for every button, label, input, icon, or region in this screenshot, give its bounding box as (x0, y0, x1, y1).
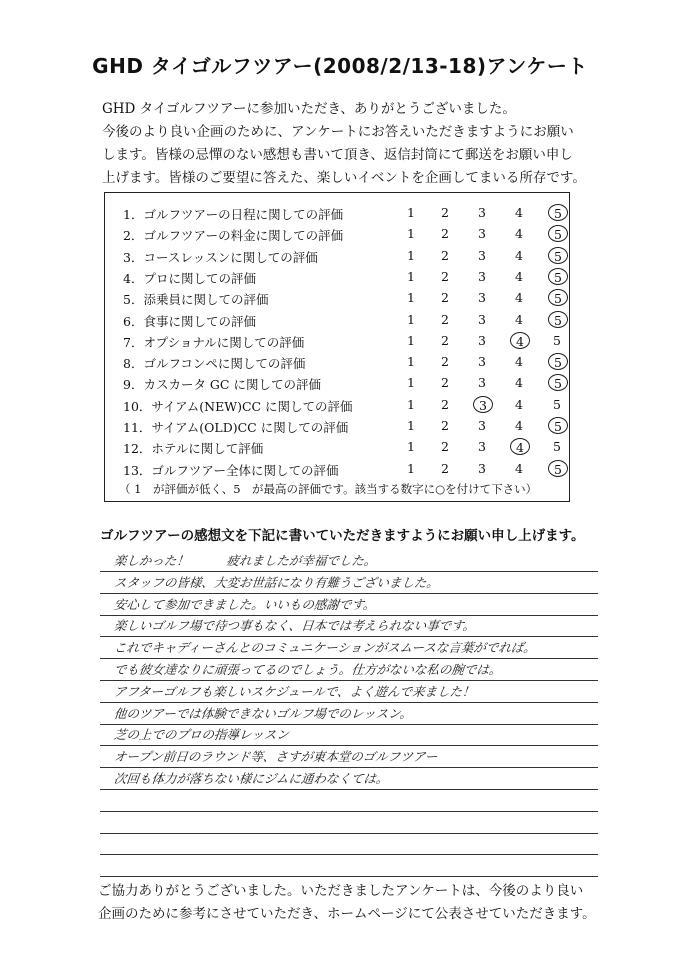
intro-text (102, 98, 622, 190)
handwritten-comment: スタッフの皆様、大変お世話になり有難うございました。 (113, 574, 440, 590)
rating-option[interactable]: 3 (478, 226, 486, 242)
rating-option[interactable]: 1 (407, 354, 415, 370)
intro-line: 今後のより良い企画のために、アンケートにお答えいただきますようにお願い (102, 124, 574, 140)
selected-rating[interactable]: 4 (510, 438, 530, 455)
rating-option[interactable]: 3 (478, 268, 486, 284)
rating-option[interactable]: 5 (553, 439, 561, 455)
rating-option[interactable]: 4 (515, 268, 523, 284)
rating-option[interactable]: 2 (441, 375, 449, 391)
handwritten-comment: これでキャディーさんとのコミュニケーションがスムースな言葉がでれば。 (113, 640, 537, 656)
rating-row (105, 459, 569, 480)
rating-option[interactable]: 4 (515, 226, 523, 242)
rating-option[interactable]: 5 (553, 332, 561, 348)
rating-option[interactable]: 2 (441, 311, 449, 327)
handwritten-comment: 楽しいゴルフ場で待つ事もなく、日本では考えられない事です。 (113, 618, 477, 634)
rating-option[interactable]: 1 (407, 268, 415, 284)
selected-rating[interactable]: 5 (548, 353, 568, 370)
rating-option[interactable]: 3 (478, 375, 486, 391)
question-label: 11．サイアム(OLD)CC に関しての評価 (123, 420, 349, 435)
rating-option[interactable]: 1 (407, 290, 415, 306)
selected-rating[interactable]: 5 (548, 460, 568, 477)
rating-row (105, 267, 569, 288)
rating-note: （ 1 が評価が低く、5 が最高の評価です。該当する数字に○を付けて下さい） (119, 482, 538, 496)
rating-option[interactable]: 3 (478, 247, 486, 263)
intro-line: GHD タイゴルフツアーに参加いただき、ありがとうございました。 (102, 101, 516, 117)
comment-line[interactable] (100, 657, 598, 681)
rating-option[interactable]: 1 (407, 439, 415, 455)
rating-option[interactable]: 2 (441, 418, 449, 433)
comment-line[interactable] (100, 570, 598, 594)
rating-option[interactable]: 4 (515, 375, 523, 391)
rating-option[interactable]: 4 (515, 418, 523, 433)
rating-option[interactable]: 2 (441, 205, 449, 220)
intro-line: 上げます。皆様のご要望に答えた、楽しいイベントを企画してまいる所存です。 (102, 170, 586, 186)
rating-option[interactable]: 5 (553, 396, 561, 412)
rating-option[interactable]: 1 (407, 332, 415, 348)
rating-row (105, 352, 569, 373)
selected-rating[interactable]: 5 (548, 268, 568, 285)
rating-option[interactable]: 4 (515, 311, 523, 327)
rating-option[interactable]: 3 (478, 354, 486, 370)
handwritten-comment: 安心して参加できました。いいもの感謝です。 (113, 596, 377, 612)
rating-row (105, 373, 569, 394)
question-label: 9．カスカータ GC に関しての評価 (123, 377, 321, 393)
question-label: 6．食事に関しての評価 (123, 313, 256, 329)
footer-text (98, 880, 638, 926)
comment-line[interactable] (100, 635, 598, 659)
footer-line: ご協力ありがとうございました。いただきましたアンケートは、今後のより良い (98, 883, 584, 899)
rating-option[interactable]: 4 (515, 205, 523, 220)
question-label: 13．ゴルフツアー全体に関しての評価 (123, 462, 339, 478)
comment-line[interactable] (100, 810, 598, 834)
rating-row (105, 224, 569, 245)
rating-option[interactable]: 1 (407, 226, 415, 242)
page-title: GHD タイゴルフツアー(2008/2/13-18)アンケート (92, 54, 588, 78)
rating-option[interactable]: 4 (515, 247, 523, 263)
question-label: 5．添乗員に関しての評価 (123, 292, 269, 308)
comment-line[interactable] (100, 744, 598, 768)
question-label: 10．サイアム(NEW)CC に関しての評価 (123, 398, 353, 414)
selected-rating[interactable]: 5 (548, 374, 568, 391)
rating-option[interactable]: 3 (478, 439, 486, 455)
rating-option[interactable]: 3 (478, 205, 486, 220)
rating-option[interactable]: 3 (478, 332, 486, 348)
comment-line[interactable] (100, 788, 598, 812)
question-label: 7．オプショナルに関しての評価 (123, 334, 305, 350)
footer-line: 企画のために参考にさせていただき、ホームページにて公表させていただきます。 (98, 906, 596, 922)
rating-row (105, 203, 569, 224)
rating-option[interactable]: 1 (407, 460, 415, 476)
comment-line[interactable] (100, 592, 598, 616)
rating-option[interactable]: 2 (441, 290, 449, 306)
rating-row (105, 395, 569, 416)
rating-option[interactable]: 2 (441, 396, 449, 412)
rating-option[interactable]: 2 (441, 268, 449, 284)
rating-option[interactable]: 2 (441, 332, 449, 348)
comment-line[interactable] (100, 701, 598, 725)
rating-table (104, 192, 570, 502)
rating-option[interactable]: 1 (407, 247, 415, 263)
selected-rating[interactable]: 5 (548, 225, 568, 242)
rating-row (105, 331, 569, 352)
rating-row (105, 310, 569, 331)
rating-option[interactable]: 1 (407, 311, 415, 327)
comment-line[interactable] (100, 679, 598, 703)
handwritten-comment: オープン前日のラウンド等、さすが東本堂のゴルフツアー (113, 749, 439, 765)
comment-line[interactable] (100, 766, 598, 790)
rating-option[interactable]: 3 (478, 290, 486, 306)
rating-option[interactable]: 2 (441, 460, 449, 476)
handwritten-comment: でも彼女達なりに頑張ってるのでしょう。仕方がないな私の腕では。 (113, 662, 503, 677)
rating-option[interactable]: 4 (515, 396, 523, 412)
handwritten-comment: 楽しかった！ 疲れましたが幸福でした。 (113, 553, 378, 568)
handwritten-comment: 他のツアーでは体験できないゴルフ場でのレッスン。 (113, 705, 414, 721)
question-label: 3．コースレッスンに関しての評価 (123, 249, 318, 265)
rating-option[interactable]: 1 (407, 205, 415, 220)
selected-rating[interactable]: 5 (548, 289, 568, 306)
rating-option[interactable]: 4 (515, 460, 523, 476)
selected-rating[interactable]: 4 (510, 332, 530, 349)
comment-line[interactable] (100, 722, 598, 746)
question-label: 12．ホテルに関して評価 (123, 441, 264, 457)
selected-rating[interactable]: 5 (548, 311, 568, 328)
rating-option[interactable]: 4 (515, 290, 523, 306)
rating-option[interactable]: 2 (441, 226, 449, 242)
question-label: 8．ゴルフコンペに関しての評価 (123, 356, 306, 372)
intro-line: します。皆様の忌憚のない感想も書いて頂き、返信封筒にて郵送をお願い申し (102, 147, 573, 163)
rating-option[interactable]: 2 (441, 247, 449, 263)
comment-line[interactable] (100, 853, 598, 877)
handwritten-comment: 次回も体力が落ちない様にジムに通わなくては。 (113, 771, 390, 786)
rating-option[interactable]: 2 (441, 439, 449, 455)
rating-option[interactable]: 2 (441, 354, 449, 370)
rating-row (105, 288, 569, 309)
question-label: 4．プロに関しての評価 (123, 270, 256, 286)
comment-line[interactable] (100, 548, 598, 572)
rating-option[interactable]: 1 (407, 418, 415, 433)
rating-option[interactable]: 1 (407, 396, 415, 412)
selected-rating[interactable]: 3 (473, 396, 493, 413)
selected-rating[interactable]: 5 (548, 417, 568, 434)
question-label: 2．ゴルフツアーの料金に関しての評価 (123, 228, 344, 244)
rating-option[interactable]: 3 (478, 460, 486, 476)
rating-row (105, 437, 569, 458)
rating-row (105, 416, 569, 437)
rating-option[interactable]: 3 (478, 311, 486, 327)
comment-line[interactable] (100, 613, 598, 637)
question-label: 1．ゴルフツアーの日程に関しての評価 (123, 207, 344, 222)
comment-line[interactable] (100, 831, 598, 855)
rating-option[interactable]: 4 (515, 354, 523, 370)
handwritten-comment: 芝の上でのプロの指導レッスン (113, 727, 290, 743)
selected-rating[interactable]: 5 (548, 247, 568, 264)
rating-option[interactable]: 1 (407, 375, 415, 391)
rating-option[interactable]: 3 (478, 418, 486, 433)
rating-row (105, 246, 569, 267)
handwritten-comment: アフターゴルフも楽しいスケジュールで、よく遊んで来ました！ (113, 683, 476, 699)
selected-rating[interactable]: 5 (548, 204, 568, 221)
comment-heading: ゴルフツアーの感想文を下記に書いていただきますようにお願い申し上げます。 (100, 528, 585, 544)
